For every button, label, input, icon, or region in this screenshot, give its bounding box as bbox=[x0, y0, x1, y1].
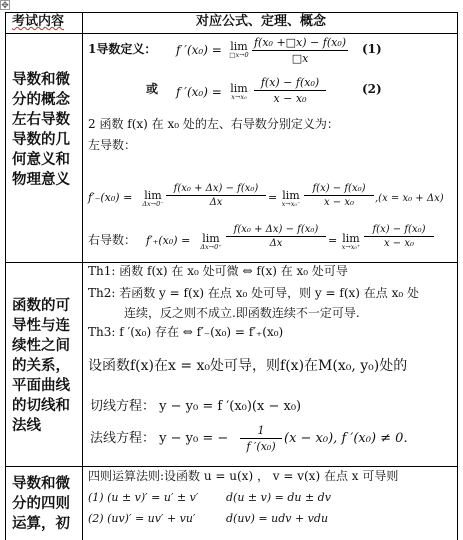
left-derivative-lhs: f′₋(x₀) = bbox=[88, 191, 133, 204]
left-derivative-limit-1: lim Δx→0⁻ bbox=[142, 189, 164, 208]
theorem-1: Th1: 函数 f(x) 在 x₀ 处可微 ⇔ f(x) 在 x₀ 处可导 bbox=[88, 264, 348, 278]
or-label: 或 bbox=[146, 82, 159, 96]
row2-topic bbox=[12, 296, 70, 436]
theorem-2-line-2: 连续，反之则不成立.即函数连续不一定可导. bbox=[124, 306, 360, 320]
arithmetic-rules-intro: 四则运算法则:设函数 u = u(x) ， v = v(x) 在点 x 可导则 bbox=[88, 469, 399, 483]
row1-topic-line: 导数的几 bbox=[12, 132, 70, 148]
left-derivative-fraction-1: f(x₀ + Δx) − f(x₀) Δx bbox=[166, 183, 266, 208]
move-anchor-icon[interactable]: ✥ bbox=[1, 1, 9, 11]
left-derivative-limit-2: lim x→x₀⁻ bbox=[281, 189, 301, 208]
formula1-tag: (1) bbox=[362, 42, 382, 56]
row1-topic-line: 分的概念 bbox=[12, 92, 70, 108]
theorem-3: Th3: f ′(x₀) 存在 ⇔ f′₋(x₀) = f′₊(x₀) bbox=[88, 325, 284, 339]
row2-topic-line: 的切线和 bbox=[12, 398, 70, 414]
right-derivative-lhs: f′₊(x₀) = bbox=[146, 234, 191, 247]
normal-line-equation-start: 法线方程： y − y₀ = − bbox=[90, 431, 229, 446]
left-derivative-condition: ,(x = x₀ + Δx) bbox=[375, 193, 444, 204]
formula2-fraction: f(x) − f(x₀) x − x₀ bbox=[254, 76, 326, 105]
row1-bottom-border bbox=[5, 262, 458, 263]
row2-topic-line: 导性与连 bbox=[12, 318, 70, 334]
row1-topic-line: 导数和微 bbox=[12, 72, 70, 88]
sum-rule-derivative: (1) (u ± v)′ = u′ ± v′ bbox=[88, 491, 199, 504]
right-derivative-label: 右导数： bbox=[88, 233, 137, 247]
row3-topic-line: 运算，初 bbox=[12, 516, 70, 532]
row1-topic-line: 左右导数 bbox=[12, 112, 70, 128]
formula2-limit: lim x→x₀ bbox=[230, 82, 248, 101]
normal-line-fraction: 1 f ′(x₀) bbox=[240, 424, 282, 453]
row1-topic-line: 何意义和 bbox=[12, 152, 70, 168]
right-derivative-equals: = bbox=[328, 234, 338, 247]
left-derivative-label: 左导数： bbox=[88, 138, 137, 152]
row2-topic-line: 平面曲线 bbox=[12, 378, 70, 394]
derivative-definition-title: 1导数定义： bbox=[88, 42, 157, 56]
right-derivative-limit-2: lim x→x₀⁺ bbox=[341, 232, 361, 251]
formula1-fraction: f(x₀ +□x) − f(x₀) □x bbox=[253, 36, 347, 65]
formula2-tag: (2) bbox=[362, 82, 382, 96]
right-derivative-fraction-2: f(x) − f(x₀) x − x₀ bbox=[364, 224, 434, 249]
row2-topic-line: 续性之间 bbox=[12, 338, 70, 354]
row2-topic-line: 的关系， bbox=[12, 358, 70, 374]
table-top-border bbox=[5, 12, 458, 13]
row2-topic-line: 函数的可 bbox=[12, 298, 70, 314]
left-derivative-equals: = bbox=[268, 191, 278, 204]
right-derivative-limit-1: lim Δx→0⁺ bbox=[200, 232, 222, 251]
row2-bottom-border bbox=[5, 466, 458, 467]
row2-topic-line: 法线 bbox=[12, 418, 41, 434]
right-derivative-fraction-1: f(x₀ + Δx) − f(x₀) Δx bbox=[226, 224, 326, 249]
row3-topic-line: 分的四则 bbox=[12, 496, 70, 512]
table-right-border bbox=[457, 12, 458, 540]
theorem-2-line-1: Th2: 若函数 y = f(x) 在点 x₀ 处可导，则 y = f(x) 在点 x₀ 处 bbox=[88, 286, 419, 300]
row1-topic bbox=[12, 70, 70, 190]
formula2-lhs: f ′(x₀) = bbox=[176, 85, 222, 99]
header-formulas: 对应公式、定理、概念 bbox=[196, 14, 327, 29]
formula1-limit: lim □x→0 bbox=[229, 40, 249, 59]
normal-line-equation-end: (x − x₀), f ′(x₀) ≠ 0. bbox=[284, 431, 408, 446]
sum-rule-differential: d(u ± v) = du ± dv bbox=[226, 491, 331, 504]
tangent-line-equation: 切线方程： y − y₀ = f ′(x₀)(x − x₀) bbox=[90, 399, 302, 414]
left-derivative-fraction-2: f(x) − f(x₀) x − x₀ bbox=[304, 183, 374, 208]
product-rule-derivative: (2) (uv)′ = uv′ + vu′ bbox=[88, 512, 196, 525]
row1-topic-line: 物理意义 bbox=[12, 172, 70, 188]
table-left-border bbox=[5, 12, 6, 540]
column-divider bbox=[82, 12, 83, 540]
row3-topic bbox=[12, 474, 70, 534]
tangent-setup: 设函数f(x)在x = x₀处可导，则f(x)在M(x₀, y₀)处的 bbox=[88, 358, 408, 374]
header-bottom-border bbox=[5, 33, 458, 34]
header-exam-content: 考试内容 bbox=[12, 14, 65, 29]
formula1-lhs: f ′(x₀) = bbox=[176, 43, 222, 57]
one-sided-definition: 2 函数 f(x) 在 x₀ 处的左、右导数分别定义为： bbox=[88, 117, 339, 131]
row3-topic-line: 导数和微 bbox=[12, 476, 70, 492]
product-rule-differential: d(uv) = udv + vdu bbox=[226, 512, 329, 525]
